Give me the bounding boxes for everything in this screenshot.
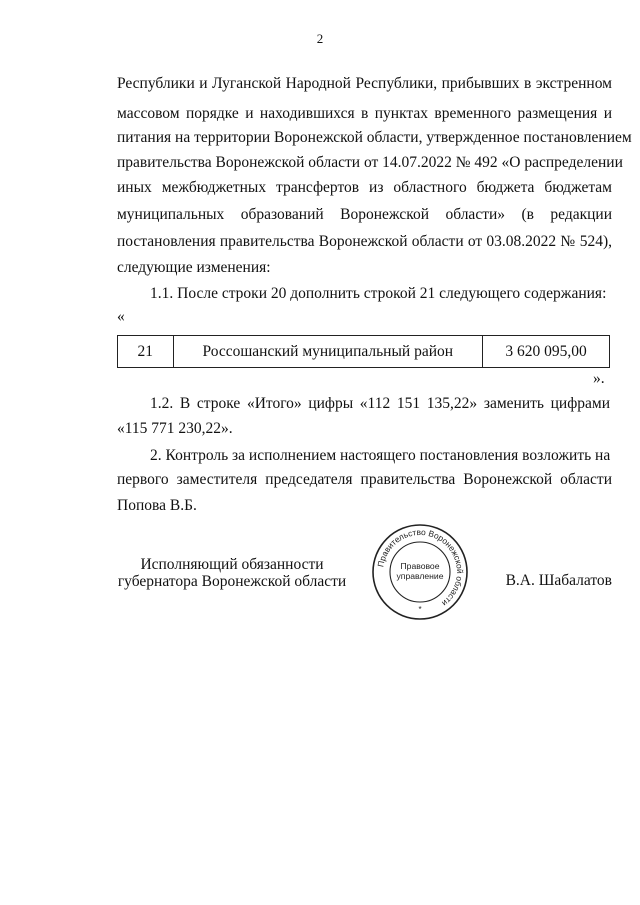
svg-text:Правительство Воронежской обла: Правительство Воронежской области bbox=[375, 526, 466, 609]
official-seal bbox=[370, 522, 470, 622]
intro-line: правительства Воронежской области от 14.07.2022 № 492 «О распределении bbox=[117, 154, 623, 171]
intro-line: массовом порядке и находившихся в пунктах временного размещения и bbox=[117, 105, 612, 122]
svg-text:*: * bbox=[418, 605, 422, 614]
svg-text:управление: управление bbox=[396, 571, 444, 581]
item-1-1: 1.1. После строки 20 дополнить строкой 21 следующего содержания: bbox=[150, 285, 607, 302]
item-1-2-line: «115 771 230,22». bbox=[117, 420, 233, 437]
table-row bbox=[118, 336, 610, 368]
item-2-line: Попова В.Б. bbox=[117, 497, 197, 514]
intro-line: Республики и Луганской Народной Республики, прибывших в экстренном bbox=[117, 75, 612, 92]
signatory-title-line: Исполняющий обязанности bbox=[140, 556, 324, 573]
intro-line: иных межбюджетных трансфертов из областного бюджета бюджетам bbox=[117, 179, 612, 196]
item-2-line: 2. Контроль за исполнением настоящего постановления возложить на bbox=[150, 447, 611, 464]
close-quote: ». bbox=[593, 370, 605, 387]
signatory-name: В.А. Шабалатов bbox=[505, 572, 612, 589]
intro-line: питания на территории Воронежской области, утвержденное постановлением bbox=[117, 129, 632, 146]
insert-table bbox=[117, 335, 610, 368]
row-number-cell: 21 bbox=[118, 336, 174, 368]
intro-line: постановления правительства Воронежской области от 03.08.2022 № 524), bbox=[117, 233, 612, 250]
item-1-2-line: 1.2. В строке «Итого» цифры «112 151 135,22» заменить цифрами bbox=[150, 395, 610, 412]
municipality-cell: Россошанский муниципальный район bbox=[173, 336, 483, 368]
svg-text:Правовое: Правовое bbox=[400, 561, 440, 571]
open-quote: « bbox=[117, 308, 125, 325]
amount-cell: 3 620 095,00 bbox=[483, 336, 610, 368]
item-2-line: первого заместителя председателя правительства Воронежской области bbox=[117, 471, 612, 488]
intro-line: муниципальных образований Воронежской области» (в редакции bbox=[117, 206, 612, 223]
signatory-title-line: губернатора Воронежской области bbox=[117, 573, 347, 590]
intro-line: следующие изменения: bbox=[117, 259, 271, 276]
page-number: 2 bbox=[316, 31, 324, 46]
